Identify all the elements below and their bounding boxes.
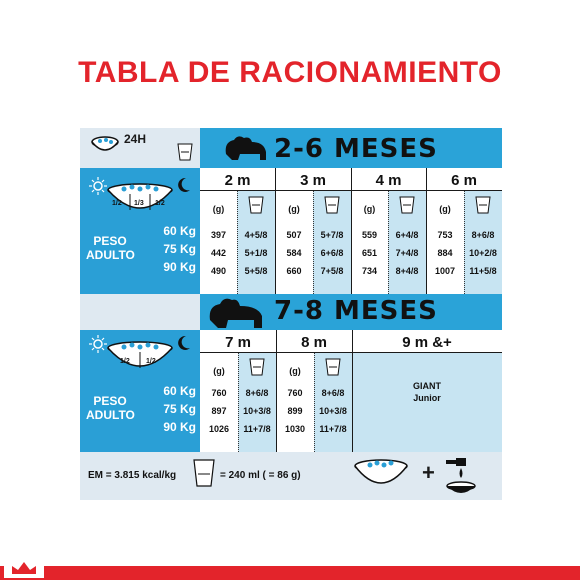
weights-2: 60 Kg 75 Kg 90 Kg <box>163 384 196 434</box>
bowl-fraction-1: 1/2 <box>112 200 122 207</box>
bowl-fraction-1: 1/2 <box>120 358 130 365</box>
page-title: TABLA DE RACIONAMIENTO <box>78 56 502 89</box>
cup-icon <box>249 358 265 376</box>
unit-g: (g) <box>213 366 225 376</box>
bowl-fraction-2: 1/2 <box>146 358 156 365</box>
weights-1: 60 Kg 75 Kg 90 Kg <box>163 224 196 274</box>
cup-equivalence: = 240 ml ( = 86 g) <box>220 470 301 481</box>
unit-g: (g) <box>212 204 225 214</box>
split-bowl-icon <box>104 340 176 374</box>
grams-column: 760 897 1026 <box>208 388 230 434</box>
grams-column: 753 884 1007 <box>434 230 456 276</box>
cups-column: 8+6/8 10+2/8 11+5/8 <box>469 230 497 276</box>
month-header: 3 m <box>300 172 326 189</box>
month-header: 7 m <box>225 334 251 351</box>
bottom-brand-bar <box>0 566 580 580</box>
month-header: 2 m <box>224 172 251 189</box>
unit-g: (g) <box>439 204 451 214</box>
cups-column: 8+6/8 10+3/8 11+7/8 <box>319 388 347 434</box>
water-bowl-icon <box>444 456 478 496</box>
grams-column: 760 899 1030 <box>284 388 306 434</box>
band-title-2: 7-8 MESES <box>274 296 438 326</box>
split-bowl-icon <box>104 182 176 216</box>
puppy-icon <box>220 132 270 164</box>
grams-column: 397 442 490 <box>210 230 227 276</box>
cups-column: 5+7/8 6+6/8 7+5/8 <box>320 230 344 276</box>
unit-g: (g) <box>363 204 376 214</box>
moon-icon <box>176 334 192 352</box>
brand-crown-logo <box>4 558 44 578</box>
energy-label: EM = 3.815 kcal/kg <box>88 470 177 481</box>
bowl-fraction-2: 1/3 <box>134 200 144 207</box>
cup-icon <box>475 196 491 214</box>
cup-icon <box>176 142 194 162</box>
cup-icon <box>324 196 340 214</box>
food-bowl-icon <box>352 458 410 492</box>
grams-column: 507 584 660 <box>286 230 302 276</box>
dog-icon <box>206 294 266 330</box>
moon-icon <box>176 176 192 194</box>
month-header: 4 m <box>375 172 402 189</box>
cup-icon <box>325 358 341 376</box>
bowl-fraction-3: 1/2 <box>155 200 165 207</box>
peso-label-2: PESO ADULTO <box>86 394 135 422</box>
grams-column: 559 651 734 <box>361 230 378 276</box>
daily-label: 24H <box>124 132 147 146</box>
unit-g: (g) <box>288 204 300 214</box>
cup-icon <box>399 196 415 214</box>
plus-sign: + <box>422 460 435 485</box>
cups-column: 6+4/8 7+4/8 8+4/8 <box>395 230 419 276</box>
month-header: 8 m <box>301 334 327 351</box>
food-bowl-icon <box>88 134 122 156</box>
band-title-1: 2-6 MESES <box>274 134 438 164</box>
unit-g: (g) <box>289 366 301 376</box>
cup-icon <box>192 458 216 488</box>
month-header: 9 m &+ <box>402 334 452 351</box>
next-product-label: GIANT Junior <box>413 381 441 403</box>
peso-label-1: PESO ADULTO <box>86 234 135 262</box>
ration-table <box>80 128 502 500</box>
cups-column: 4+5/8 5+1/8 5+5/8 <box>244 230 268 276</box>
month-header: 6 m <box>451 172 477 189</box>
cup-icon <box>248 196 264 214</box>
cups-column: 8+6/8 10+3/8 11+7/8 <box>243 388 271 434</box>
